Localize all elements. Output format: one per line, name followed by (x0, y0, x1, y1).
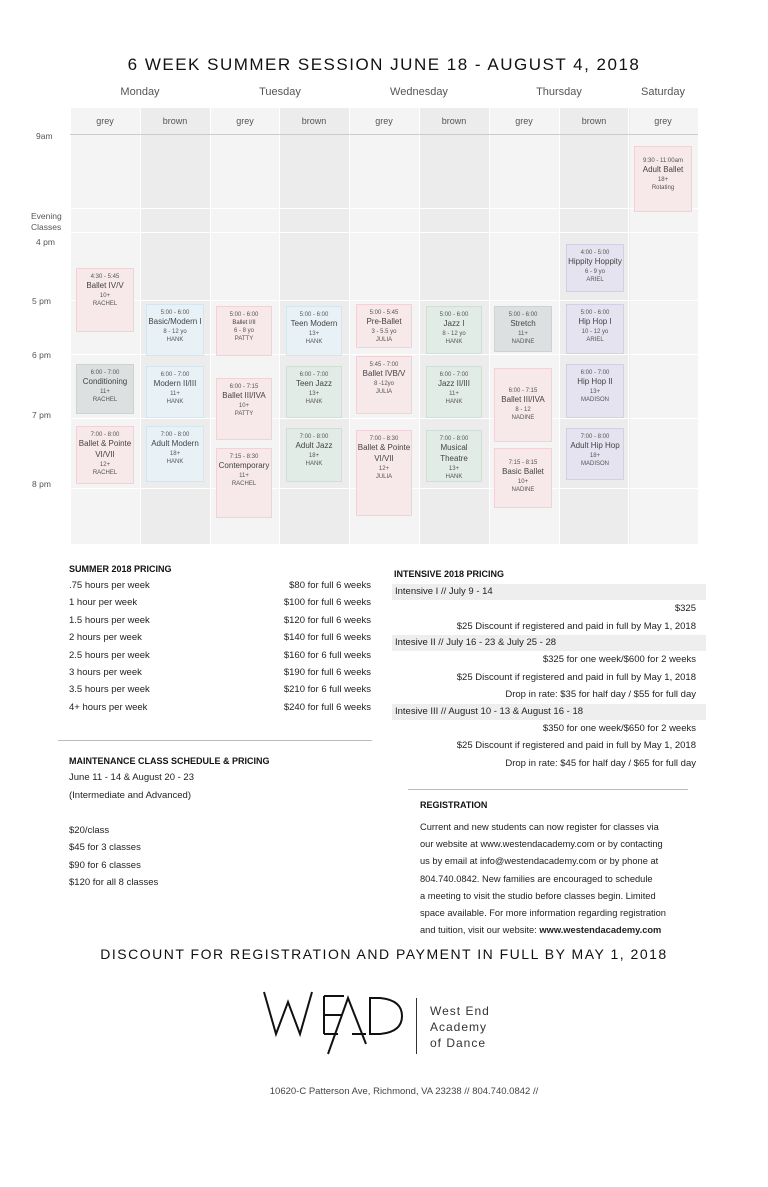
class-teacher: HANK (305, 460, 323, 467)
room-label: grey (489, 108, 559, 135)
class-block[interactable] (216, 448, 272, 518)
class-name: Basic Ballet (502, 467, 544, 477)
class-teacher: NADINE (511, 414, 535, 421)
class-block[interactable] (216, 378, 272, 440)
pricing-price: $160 for 6 full weeks (283, 649, 371, 661)
class-teacher: HANK (305, 338, 323, 345)
logo-text-line2: Academy (430, 1020, 488, 1034)
maintenance-title: MAINTENANCE CLASS SCHEDULE & PRICING (69, 756, 270, 766)
address-footer: 10620-C Patterson Ave, Richmond, VA 23238 // 804.740.0842 // (269, 1086, 539, 1097)
maintenance-line: $20/class (69, 824, 110, 836)
class-time: 7:00 - 8:30 (369, 436, 399, 442)
class-teacher: JULIA (375, 473, 393, 480)
class-name: Ballet & Pointe VI/VII (357, 443, 411, 463)
logo-divider (416, 998, 417, 1054)
class-block[interactable] (286, 306, 342, 356)
class-teacher: NADINE (511, 486, 535, 493)
class-block[interactable] (494, 306, 552, 352)
registration-line: a meeting to visit the studio before classes begin. Limited (420, 890, 656, 901)
class-name: Hip Hop II (577, 377, 613, 387)
class-age: 6 - 8 yo (233, 328, 254, 335)
pricing-row (69, 632, 371, 649)
time-4pm: 4 pm (36, 237, 55, 247)
class-teacher: RACHEL (92, 300, 118, 307)
class-name: Basic/Modern I (148, 317, 202, 327)
class-time: 6:00 - 7:00 (160, 372, 190, 378)
room-label: grey (349, 108, 419, 135)
time-8pm: 8 pm (32, 479, 51, 489)
class-age: 8 - 12 yo (163, 328, 187, 335)
intensive-price: $325 for one week/$600 for 2 weeks (542, 654, 696, 665)
class-name: Hippity Hoppity (568, 257, 622, 267)
class-time: 7:00 - 8:00 (90, 432, 120, 438)
class-time: 4:30 - 5:45 (90, 274, 120, 280)
time-6pm: 6 pm (32, 350, 51, 360)
class-time: 6:00 - 7:00 (580, 370, 610, 376)
class-teacher: MADISON (580, 460, 609, 467)
class-name: Teen Modern (290, 319, 338, 329)
class-age: 13+ (589, 388, 601, 395)
class-age: 8 -12yo (373, 380, 394, 387)
discount-banner: DISCOUNT FOR REGISTRATION AND PAYMENT IN FULL BY MAY 1, 2018 (100, 946, 668, 962)
class-teacher: Rotating (651, 184, 675, 191)
class-name: Ballet I/II (232, 320, 256, 327)
registration-line: us by email at info@westendacademy.com or by phone at (420, 856, 659, 867)
room-label: brown (559, 108, 629, 135)
pricing-price: $240 for full 6 weeks (283, 701, 371, 713)
pricing-price: $140 for full 6 weeks (283, 632, 371, 644)
room-label: brown (140, 108, 210, 135)
website-link[interactable]: www.westendacademy.com (539, 925, 662, 936)
class-time: 5:45 - 7:00 (369, 362, 399, 368)
day-monday: Monday (120, 86, 160, 98)
class-time: 9:30 - 11:00am (643, 158, 683, 164)
intensive-header: Intesive II // July 16 - 23 & July 25 - 28 (392, 635, 706, 651)
registration-line: 804.740.0842. New families are encouraged to schedule (420, 873, 653, 884)
class-block[interactable] (426, 306, 482, 354)
summer-pricing-title: SUMMER 2018 PRICING (69, 564, 172, 574)
class-block[interactable] (356, 304, 412, 348)
class-time: 5:00 - 6:00 (439, 312, 469, 318)
class-block[interactable] (146, 426, 204, 482)
pricing-hours: 2.5 hours per week (69, 649, 150, 661)
class-teacher: ARIEL (586, 276, 604, 283)
class-age: 10+ (99, 292, 111, 299)
class-name: Teen Jazz (295, 379, 333, 389)
pricing-row (69, 615, 371, 632)
class-block[interactable] (566, 244, 624, 292)
registration-text (420, 819, 710, 939)
class-time: 6:00 - 7:00 (299, 372, 329, 378)
class-teacher: HANK (445, 338, 463, 345)
class-age: 11+ (239, 472, 249, 479)
class-name: Conditioning (82, 377, 128, 387)
class-name: Hip Hop I (578, 317, 612, 327)
maintenance-line (69, 807, 369, 825)
class-name: Ballet IVB/V (362, 369, 406, 379)
class-age: 11+ (518, 330, 528, 337)
maintenance-info (69, 772, 369, 895)
grid-line (70, 208, 698, 209)
class-name: Adult Hip Hop (570, 441, 620, 451)
pricing-row (69, 667, 371, 684)
class-block[interactable] (426, 366, 482, 418)
class-teacher: JULIA (375, 388, 393, 395)
class-age: 11+ (449, 390, 459, 397)
pricing-row (69, 702, 371, 719)
registration-line: space available. For more information regarding registration (420, 908, 666, 919)
class-age: 10+ (238, 402, 250, 409)
wead-logo-icon (262, 986, 404, 1056)
class-age: 10+ (517, 478, 529, 485)
intensive-discount: $25 Discount if registered and paid in full by May 1, 2018 (456, 740, 696, 751)
class-teacher: NADINE (511, 338, 535, 345)
class-age: 6 - 9 yo (584, 268, 605, 275)
class-block[interactable] (286, 366, 342, 418)
class-block[interactable] (216, 306, 272, 356)
registration-line: Current and new students can now register for classes via (420, 822, 659, 832)
class-block[interactable] (634, 146, 692, 212)
maintenance-line: $120 for all 8 classes (69, 877, 159, 888)
class-teacher: RACHEL (92, 396, 118, 403)
class-age: 18+ (308, 452, 320, 459)
class-time: 7:00 - 8:00 (439, 436, 469, 442)
class-time: 5:00 - 6:00 (229, 312, 259, 318)
pricing-hours: 1.5 hours per week (69, 614, 150, 626)
class-time: 7:15 - 8:15 (508, 460, 538, 466)
class-block[interactable] (566, 364, 624, 418)
class-time: 5:00 - 6:00 (299, 312, 329, 318)
registration-last-text: and tuition, visit our website: (420, 925, 540, 936)
class-block[interactable] (76, 364, 134, 414)
class-block[interactable] (426, 430, 482, 482)
class-time: 7:00 - 8:00 (299, 434, 329, 440)
class-name: Jazz I (443, 319, 465, 329)
pricing-row (69, 650, 371, 667)
class-age: 8 - 12 (515, 406, 531, 413)
logo-text-line3: of Dance (430, 1036, 487, 1050)
pricing-hours: .75 hours per week (69, 580, 150, 591)
class-age: 3 - 5.5 yo (371, 328, 397, 335)
class-teacher: ARIEL (586, 336, 604, 343)
divider (58, 740, 372, 741)
pricing-price: $120 for full 6 weeks (283, 614, 371, 626)
class-teacher: JULIA (375, 336, 393, 343)
class-name: Stretch (510, 319, 536, 329)
intensive-discount: $25 Discount if registered and paid in full by May 1, 2018 (456, 671, 696, 683)
class-time: 7:00 - 8:00 (580, 434, 610, 440)
pricing-row (69, 580, 371, 597)
intensive-title: INTENSIVE 2018 PRICING (394, 569, 505, 579)
class-time: 5:00 - 5:45 (369, 310, 399, 316)
class-age: 12+ (378, 465, 390, 472)
class-teacher: PATTY (234, 410, 254, 417)
maintenance-line: $45 for 3 classes (69, 842, 141, 853)
room-label: grey (70, 108, 140, 135)
pricing-row (69, 684, 371, 701)
intensive-dropin: Drop in rate: $45 for half day / $65 for full day (505, 757, 696, 769)
class-name: Ballet III/IVA (501, 395, 545, 405)
class-teacher: PATTY (234, 336, 254, 343)
time-7pm: 7 pm (32, 410, 51, 420)
class-teacher: RACHEL (231, 480, 257, 487)
intensive-price: $350 for one week/$650 for 2 weeks (542, 722, 696, 734)
pricing-hours: 4+ hours per week (69, 701, 148, 713)
schedule-grid (70, 108, 698, 544)
class-age: 13+ (308, 330, 320, 337)
class-name: Jazz II/III (437, 379, 470, 389)
class-teacher: HANK (166, 458, 184, 465)
class-block[interactable] (494, 368, 552, 442)
time-5pm: 5 pm (32, 296, 51, 306)
intensive-header: Intensive I // July 9 - 14 (392, 584, 706, 600)
class-teacher: HANK (166, 398, 184, 405)
class-teacher: HANK (305, 398, 323, 405)
class-age: 8 - 12 yo (442, 330, 466, 337)
class-age: 18+ (589, 452, 601, 459)
intensive-dropin: Drop in rate: $35 for half day / $55 for full day (505, 689, 696, 700)
maintenance-line: (Intermediate and Advanced) (69, 789, 191, 801)
logo-text-line1: West End (430, 1004, 490, 1018)
class-name: Adult Ballet (642, 165, 684, 175)
day-tuesday: Tuesday (259, 86, 301, 98)
room-label: brown (279, 108, 349, 135)
class-name: Contemporary (218, 461, 270, 471)
class-teacher: HANK (445, 398, 463, 405)
registration-line: our website at www.westendacademy.com or by contacting (420, 839, 663, 850)
class-age: 13+ (448, 465, 460, 472)
room-label: grey (628, 108, 698, 135)
day-saturday: Saturday (640, 86, 686, 98)
class-time: 6:00 - 7:00 (90, 370, 120, 376)
pricing-price: $100 for full 6 weeks (283, 597, 371, 609)
grid-line (70, 300, 698, 301)
class-teacher: HANK (445, 473, 463, 480)
maintenance-line: June 11 - 14 & August 20 - 23 (69, 772, 194, 783)
room-label: grey (210, 108, 280, 135)
class-age: 12+ (99, 461, 111, 468)
pricing-hours: 3 hours per week (69, 666, 142, 678)
class-age: 11+ (100, 388, 110, 395)
class-time: 7:00 - 8:00 (160, 432, 190, 438)
class-time: 5:00 - 6:00 (580, 310, 610, 316)
pricing-price: $210 for 6 full weeks (283, 684, 371, 696)
pricing-hours: 1 hour per week (69, 597, 138, 609)
class-block[interactable] (494, 448, 552, 508)
class-block[interactable] (356, 356, 412, 414)
class-teacher: MADISON (580, 396, 609, 403)
class-block[interactable] (286, 428, 342, 482)
grid-line (70, 232, 698, 233)
pricing-price: $190 for full 6 weeks (283, 666, 371, 678)
class-time: 4:00 - 5:00 (580, 250, 610, 256)
class-age: 10 - 12 yo (581, 328, 609, 335)
summer-pricing-table (69, 580, 371, 719)
intensive-table (392, 584, 706, 772)
class-time: 6:00 - 7:15 (508, 388, 538, 394)
classes-label: Classes (31, 222, 62, 232)
evening-label: Evening (31, 211, 62, 221)
class-name: Adult Jazz (295, 441, 333, 451)
class-teacher: HANK (166, 336, 184, 343)
page-title: 6 WEEK SUMMER SESSION JUNE 18 - AUGUST 4, 2018 (127, 55, 641, 74)
pricing-price: $80 for full 6 weeks (289, 580, 371, 591)
class-block[interactable] (566, 428, 624, 480)
grid-line (70, 418, 698, 419)
class-age: 13+ (308, 390, 320, 397)
class-name: Modern II/III (153, 379, 197, 389)
class-block[interactable] (76, 426, 134, 484)
day-thursday: Thursday (536, 86, 582, 98)
class-name: Adult Modern (151, 439, 199, 449)
day-wednesday: Wednesday (390, 86, 448, 98)
pricing-hours: 3.5 hours per week (69, 684, 150, 696)
class-block[interactable] (146, 304, 204, 356)
class-block[interactable] (146, 366, 204, 418)
class-teacher: RACHEL (92, 469, 118, 476)
class-block[interactable] (76, 268, 134, 332)
class-block[interactable] (566, 304, 624, 354)
class-name: Ballet III/IVA (222, 391, 266, 401)
registration-title: REGISTRATION (420, 800, 488, 810)
pricing-hours: 2 hours per week (69, 632, 142, 644)
class-age: 18+ (169, 450, 181, 457)
class-time: 6:00 - 7:00 (439, 372, 469, 378)
class-time: 5:00 - 6:00 (508, 312, 538, 318)
class-time: 7:15 - 8:30 (229, 454, 259, 460)
class-name: Ballet & Pointe VI/VII (78, 439, 132, 459)
room-label: brown (419, 108, 489, 135)
class-age: 18+ (657, 176, 669, 183)
divider (408, 789, 688, 790)
class-name: Ballet IV/V (86, 281, 124, 291)
intensive-header: Intesive III // August 10 - 13 & August 16 - 18 (392, 704, 706, 720)
class-block[interactable] (356, 430, 412, 516)
class-time: 6:00 - 7:15 (229, 384, 259, 390)
class-name: Musical Theatre (440, 443, 468, 463)
registration-line (420, 922, 710, 939)
intensive-discount: $25 Discount if registered and paid in full by May 1, 2018 (456, 620, 696, 632)
class-time: 5:00 - 6:00 (160, 310, 190, 316)
class-age: 11+ (170, 390, 180, 397)
pricing-row (69, 597, 371, 614)
time-9am: 9am (36, 131, 53, 141)
maintenance-line: $90 for 6 classes (69, 859, 141, 871)
class-name: Pre-Ballet (366, 317, 402, 327)
intensive-price: $325 (674, 603, 696, 614)
